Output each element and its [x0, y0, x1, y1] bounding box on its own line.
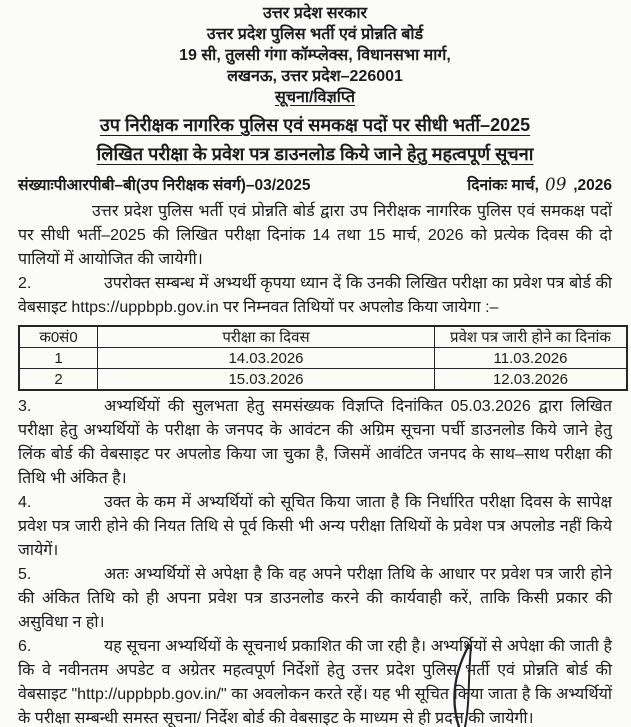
paragraph-2-number: 2. — [18, 275, 32, 292]
table-header-row — [19, 326, 627, 348]
paragraph-2 — [18, 272, 612, 320]
paragraph-5-number: 5. — [18, 566, 32, 583]
notice-body — [18, 200, 612, 727]
paragraph-1 — [18, 200, 612, 272]
row2-admit-card-date: 12.03.2026 — [435, 369, 628, 391]
row1-exam-day: 14.03.2026 — [98, 348, 435, 369]
paragraph-3 — [18, 395, 612, 491]
header-exam-day: परीक्षा का दिवस — [98, 326, 435, 348]
paragraph-1-text: उत्तर प्रदेश पुलिस भर्ती एवं प्रोन्नति बोर्ड द्वारा उप निरीक्षक नागरिक पुलिस एवं समकक्ष पदों पर सीधी भर्ती–2025 की लिखित परीक्षा दिनांक 14 तथा 15 मार्च, 2026 को प्रत्येक दिवस की दो पालियों में आयोजित की जायेगी। — [18, 203, 612, 268]
admit-card-schedule-table — [18, 325, 628, 391]
row2-serial: 2 — [19, 369, 98, 391]
row1-admit-card-date: 11.03.2026 — [435, 348, 628, 369]
handwritten-day: 09 — [544, 174, 568, 196]
paragraph-6-text: यह सूचना अभ्यर्थियों के सूचनार्थ प्रकाशित की जा रही है। अभ्यर्थियों से अपेक्षा की जाती है कि वे नवीनतम अपडेट व अग्रेतर महत्वपूर्ण निर्देशों हेतु उत्तर प्रदेश पुलिस भर्ती एवं प्रोन्नति बोर्ड की वेबसाइट "http://uppbpb.gov.in/" का अवलोकन करते रहें। यह भी सूचित किया जाता है कि अभ्यर्थियों के परीक्षा सम्बन्धी समस्त सूचना/ निर्देश बोर्ड की वेबसाइट के माध्यम से ही प्रदत्त की जायेगी। — [18, 638, 612, 727]
notice-label: सूचना/विज्ञप्ति — [275, 89, 355, 106]
row1-serial: 1 — [19, 348, 98, 369]
paragraph-4 — [18, 491, 612, 563]
header-serial-number: क0सं0 — [19, 326, 98, 348]
address-line-1: 19 सी, तुलसी गंगा कॉम्प्लेक्स, विधानसभा मार्ग, — [179, 47, 451, 64]
reference-row — [18, 173, 612, 195]
board-name: उत्तर प्रदेश पुलिस भर्ती एवं प्रोन्नति बोर्ड — [206, 26, 424, 43]
paragraph-3-number: 3. — [18, 398, 32, 415]
row2-exam-day: 15.03.2026 — [98, 369, 435, 391]
table-row — [19, 348, 627, 369]
paragraph-4-number: 4. — [18, 494, 32, 511]
paragraph-2-text: उपरोक्त सम्बन्ध में अभ्यर्थी कृपया ध्यान दें कि उनकी लिखित परीक्षा का प्रवेश पत्र बोर्ड की वेबसाइट https://uppbpb.gov.in पर निम्नवत तिथियों पर अपलोड किया जायेगा :– — [18, 275, 612, 316]
subject-title: लिखित परीक्षा के प्रवेश पत्र डाउनलोड किये जाने हेतु महत्वपूर्ण सूचना — [96, 144, 534, 164]
table-row — [19, 369, 627, 391]
government-name: उत्तर प्रदेश सरकार — [262, 5, 368, 22]
paragraph-4-text: उक्त के कम में अभ्यर्थियों को सूचित किया जाता है कि निर्धारित परीक्षा दिवस के सापेक्ष प्रवेश पत्र जारी होने की नियत तिथि से पूर्व किसी भी अन्य परीक्षा तिथियों के प्रवेश पत्र अपलोड नहीं किये जायेगें। — [18, 494, 612, 559]
letterhead — [18, 3, 612, 108]
paragraph-5-text: अतः अभ्यर्थियों से अपेक्षा है कि वह अपने परीक्षा तिथि के आधार पर प्रवेश पत्र जारी होने की अंकित तिथि को ही अपना प्रवेश पत्र डाउनलोड करने की कार्यवाही करें, ताकि किसी प्रकार की असुविधा न हो। — [18, 566, 612, 631]
paragraph-6-number: 6. — [18, 638, 32, 655]
paragraph-6 — [18, 635, 612, 727]
recruitment-title: उप निरीक्षक नागरिक पुलिस एवं समकक्ष पदों पर सीधी भर्ती–2025 — [99, 115, 531, 135]
address-line-2: लखनऊ, उत्तर प्रदेश–226001 — [227, 68, 403, 85]
paragraph-3-text: अभ्यर्थियों की सुलभता हेतु समसंख्यक विज्ञप्ति दिनांकित 05.03.2026 द्वारा लिखित परीक्षा हेतु अभ्यर्थियों के परीक्षा के जनपद के आवंटन की अग्रिम सूचना पर्ची डाउनलोड किये जाने हेतु लिंक बोर्ड की वेबसाइट पर अपलोड किया जा चुका है, जिसमें आवंटित जनपद के साथ–साथ परीक्षा की तिथि भी अंकित है। — [18, 398, 612, 487]
reference-number: संख्याःपीआरपीबी–बी(उप निरीक्षक संवर्ग)–03/2025 — [18, 177, 311, 194]
document-date: दिनांकः मार्च, 09 ,2026 — [467, 174, 612, 196]
paragraph-5 — [18, 563, 612, 635]
header-admit-card-date: प्रवेश पत्र जारी होने का दिनांक — [435, 326, 628, 348]
